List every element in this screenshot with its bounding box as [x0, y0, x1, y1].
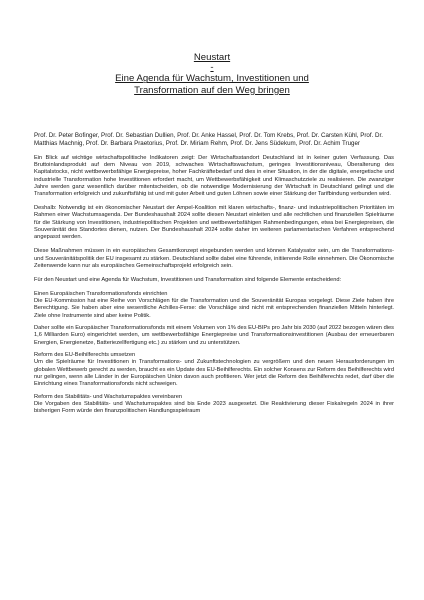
section-state-aid-reform	[34, 352, 394, 389]
section-heading: Reform des Stabilitäts- und Wachstumspaktes vereinbaren	[34, 393, 183, 400]
title-line-1: Neustart	[193, 52, 231, 63]
section-stability-pact-reform	[34, 394, 394, 416]
document-title	[60, 52, 364, 96]
section-heading: Reform des EU-Beihilferechts umsetzen	[34, 352, 136, 359]
paragraph-restart: Deshalb: Notwendig ist ein ökonomischer Neustart der Ampel-Koalition mit klaren wirtschafts-, finanz- und industriepolitischen Prioritäten im Rahmen einer Wachstumsagenda. Der Bundeshaushalt 2024 sollte diesen Neustart einleiten und alle rechtlichen und finanziellen Spielräume für die Stärkung von Investitionen, industriepolitischen Projekten und wettbewerbsfähigen Rahmenbedingungen, etwa bei Energiepreisen, die Souveränität des Standortes dienen, nutzen. Der Bundeshaushalt 2024 sollte daher im weiteren parlamentarischen Verfahren entsprechend angepasst werden.	[34, 205, 394, 241]
section-heading: Einen Europäischen Transformationsfonds einrichten	[34, 290, 168, 297]
title-dash: -	[210, 62, 214, 74]
section-transformation-fund	[34, 291, 394, 320]
section-text: Die EU-Kommission hat eine Reihe von Vorschlägen für die Transformation und die Souveränität Europas vorgelegt. Diese Ziele haben ihre Berechtigung. Sie haben aber eine wesentliche Achilles-Ferse: die Vorschläge sind nicht mit entsprechenden finanziellen Mitteln hinterlegt. Ziele ohne Instrumente sind aber keine Politik.	[34, 298, 394, 319]
title-line-2: Eine Agenda für Wachstum, Investitionen und	[115, 73, 309, 85]
title-line-3: Transformation auf den Weg bringen	[134, 84, 290, 96]
section-text: Daher sollte ein Europäischer Transformationsfonds mit einem Volumen von 1% des EU-BIPs pro Jahr bis 2030 (auf 2022 bezogen wären dies 1,6 Milliarden Euro) eingerichtet werden, um wettbewerbsfähige Energiepreise und Transformationsinvestitionen (Ausbau der erneuerbaren Energien, Energienetze, Batteriezellfertigung etc.) zu stärken und zu unterstützen.	[34, 325, 394, 346]
section-text: Um die Spielräume für Investitionen in Transformations- und Zukunftstechnologien zu vergrößern und den neuen Herausforderungen im globalen Wettbewerb gerecht zu werden, braucht es ein Update des EU-Beihilferechts. Ein solcher Konsens zur Reform des Beihilferechts wird nur gelingen, wenn alle Länder in der Europäischen Union davon auch profitieren. Wer jetzt die Reform des Beihilferechts redet, darf über die Einrichtung eines Transformationsfonds nicht schweigen.	[34, 359, 394, 388]
section-text: Die Vorgaben des Stabilitäts- und Wachstumspaktes sind bis Ende 2023 ausgesetzt. Die Reaktivierung dieser Fiskalregeln 2024 in ihrer bisherigen Form würde den finanzpolitischen Handlungsspielraum	[34, 401, 394, 415]
section-transformation-fund-volume	[34, 325, 394, 347]
author-list: Prof. Dr. Peter Bofinger, Prof. Dr. Sebastian Dullien, Prof. Dr. Anke Hassel, Prof. Dr. Tom Krebs, Prof. Dr. Carsten Kühl, Prof. Dr. Matthias Machnig, Prof. Dr. Barbara Praetorius, Prof. Dr. Miriam Rehm, Prof. Dr. Jens Südekum, Prof. Dr. Achim Truger	[34, 132, 383, 147]
document-body	[34, 132, 394, 421]
paragraph-europe: Diese Maßnahmen müssen in ein europäisches Gesamtkonzept eingebunden werden und können Katalysator sein, um die Transformations- und Souveränitätspolitik der EU insgesamt zu stärken. Deutschland sollte dabei eine führende, initiierende Rolle einnehmen. Die Ökonomische Zeitenwende kann nur als europäisches Gemeinschaftsprojekt erfolgreich sein.	[34, 248, 394, 269]
paragraph-elements: Für den Neustart und eine Agenda für Wachstum, Investitionen und Transformation sind folgende Elemente entscheidend:	[34, 276, 342, 283]
paragraph-intro: Ein Blick auf wichtige wirtschaftspolitische Indikatoren zeigt: Der Wirtschaftsstandort Deutschland ist in keiner guten Verfassung. Das Bruttoinlandsprodukt auf dem Niveau von 2019, schwaches Wirtschaftswachstum, geringes Investitionsniveau, Überalterung des Kapitalstocks, nicht wettbewerbsfähige Energiepreise, hoher Fachkräftebedarf und dies in einer Situation, in der die digitale, energetische und industrielle Transformation hohe Investitionen erfordert macht, um Wettbewerbsfähigkeit und Klimaschutzziele zu realisieren. Die zwanziger Jahre werden ganz wesentlich darüber mitentscheiden, ob die notwendige Modernisierung der Wirtschaft in Deutschland gelingt und die Transformation erfolgreich und zukunftsfähig ist und mit guter Arbeit und guten Löhnen sowie einer Stärkung der Tarifbindung verbunden wird.	[34, 154, 394, 198]
